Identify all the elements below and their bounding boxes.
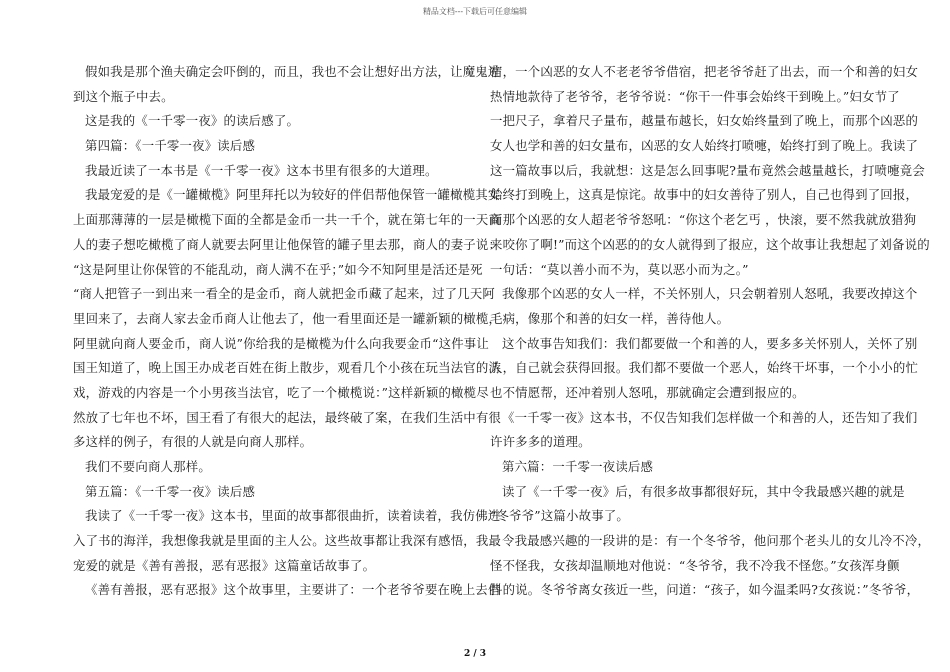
text-line: 《善有善报，恶有恶报》这个故事里，主要讲了：一个老爷爷要在晚上去借 [85,582,501,598]
text-line: 令我最感兴趣的一段讲的是：有一个冬爷爷，他问那个老头儿的女儿冷不冷， [502,533,931,549]
text-line: 入了书的海洋，我想像我就是里面的主人公。这些故事都让我深有感悟，我最 [73,533,502,549]
text-line: 里回来了，去商人家去金币商人让他去了，他一看里面还是一罐新颖的橄榄， [73,310,502,326]
text-line: 读了《一千零一夜》后，有很多故事都很好玩，其中令我最感兴趣的就是 [502,483,905,499]
text-line: “冬爷爷”这篇小故事了。 [490,508,629,524]
text-line: 女人也学和善的妇女量布，凶恶的女人始终打喷嚏，始终打到了晚上。我读了 [490,138,919,154]
text-line: 《一千零一夜》这本书，不仅告知我们怎样做一个和善的人，还告知了我们 [502,409,918,425]
text-line: 宿，一个凶恶的女人不老老爷爷借宿，把老爷爷赶了出去，而一个和善的妇女 [490,64,919,79]
text-line: 一句话：“莫以善小而不为，莫以恶小而为之。” [490,261,749,277]
text-line: 这一篇故事以后，我就想：这是怎么回事呢?量布竟然会越量越长，打喷嚏竟会 [490,162,925,178]
text-line: 一把尺子，拿着尺子量布，越量布越长，妇女始终量到了晚上，而那个凶恶的 [490,113,919,129]
text-line: 阿里就向商人要金币，商人说”你给我的是橄榄为什么向我要金币“这件事让 [73,335,489,351]
text-line: 来咬你了啊!”而这个凶恶的的女人就得到了报应，这个故事让我想起了刘备说的 [490,236,930,252]
text-line: 第四篇：《一千零一夜》读后感 [85,138,256,154]
text-line: 到这个瓶子中去。 [73,88,174,104]
text-line: 宠爱的就是《善有善报，恶有恶报》这篇童话故事了。 [73,557,376,573]
text-line: 我最近读了一本书是《一千零一夜》这本书里有很多的大道理。 [85,162,438,178]
text-line: 抖的说。冬爷爷离女孩近一些，问道：“孩子，如今温柔吗?女孩说：”冬爷爷， [490,582,920,598]
text-line: 毛病，像那个和善的妇女一样，善待他人。 [490,310,730,326]
text-line: 第六篇：一千零一夜读后感 [502,459,654,474]
text-line: 怪不怪我，女孩却温顺地对他说：“冬爷爷，我不冷我不怪您。”女孩浑身颤 [490,557,900,573]
text-line: 始终打到晚上，这真是惊诧。故事中的妇女善待了别人，自己也得到了回报， [490,187,919,203]
text-line: 这是我的《一千零一夜》的读后感了。 [85,113,300,129]
text-line: “这是阿里让你保管的不能乱动，商人满不在乎；”如今不知阿里是活还是死 [73,261,483,277]
text-line: 我们不要向商人那样。 [85,459,211,474]
text-line: 人，自己就会获得回报。我们都不要做一个恶人，始终干坏事，一个小小的忙 [490,360,919,376]
text-line: 而那个凶恶的女人超老爷爷怒吼：“你这个老乞丐 ，快滚，要不然我就放猎狗 [490,212,917,228]
text-line: 许许多多的道理。 [490,434,591,450]
text-line: 然放了七年也不坏，国王看了有很大的起法，最终破了案，在我们生活中有很 [73,409,502,425]
text-line: 我最宠爱的是《一罐橄榄》阿里拜托以为较好的伴侣帮他保管一罐橄榄其实 [85,187,501,203]
text-line: 第五篇：《一千零一夜》读后感 [85,483,256,499]
text-line: 人的妻子想吃橄榄了商人就要去阿里让他保管的罐子里去那，商人的妻子说： [73,236,502,252]
text-line: 这个故事告知我们：我们都要做一个和善的人，要多多关怀别人，关怀了别 [502,335,918,351]
page-number: 2 / 3 [463,649,487,659]
text-line: “商人把管子一到出来一看全的是金币，商人就把金币藏了起来，过了几天阿 [73,286,496,302]
text-line: 假如我是那个渔夫确定会吓倒的，而且，我也不会让想好出方法，让魔鬼进 [85,64,501,79]
text-line: 我读了《一千零一夜》这本书，里面的故事都很曲折，读着读着，我仿佛进 [85,508,501,524]
text-line: 多这样的例子，有很的人就是向商人那样。 [73,434,313,450]
left-column [73,60,502,603]
text-line: 我像那个凶恶的女人一样，不关怀别人，只会朝着别人怒吼，我要改掉这个 [502,286,918,302]
text-line: 也不情愿帮，还冲着别人怒吼，那就确定会遭到报应的。 [490,384,805,400]
right-column [490,60,931,603]
text-line: 国王知道了，晚上国王办成老百姓在街上散步，观看几个小孩在玩当法官的游 [73,360,502,376]
text-line: 热情地款待了老爷爷，老爷爷说：“你干一件事会始终干到晚上。”妇女节了 [490,88,900,104]
page-header: 精品文档---下载后可任意编辑 [422,7,528,16]
text-line: 戏，游戏的内容是一个小男孩当法官，吃了一个橄榄说：”这样新颖的橄榄尽 [73,384,489,400]
text-line: 上面那薄薄的一层是橄榄下面的全都是金币一共一千个，就在第七年的一天商 [73,212,502,228]
